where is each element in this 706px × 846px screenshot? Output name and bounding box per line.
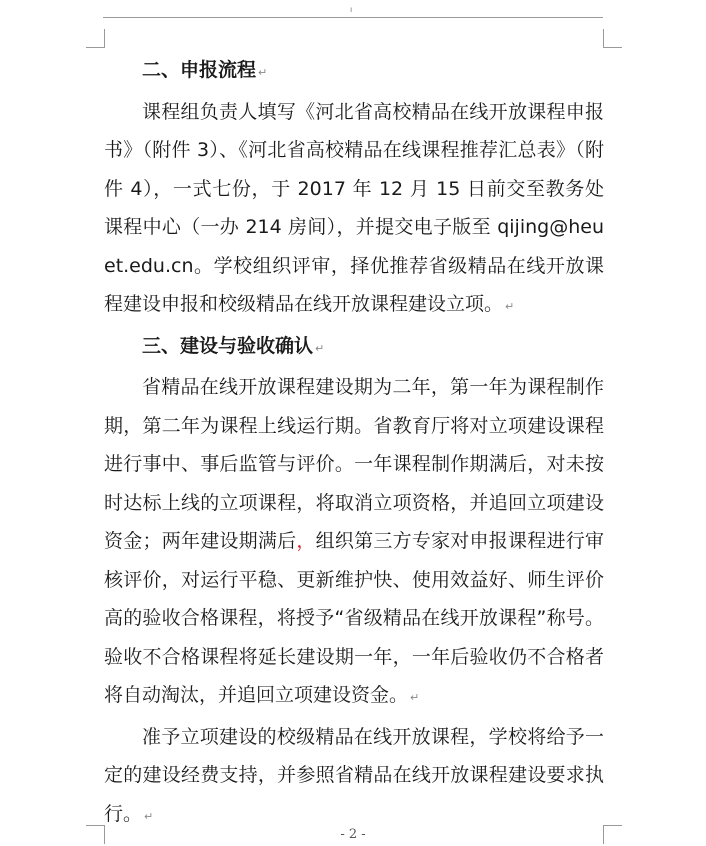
highlighted-comma: ， xyxy=(296,530,316,552)
section-heading-application-process: 二、申报流程 ↵ xyxy=(142,59,268,81)
paragraph-application-process: 课程组负责人填写《河北省高校精品在线开放课程申报书》（附件 3）、《河北省高校精品在线课程推荐汇总表》（附件 4），一式七份，于 2017 年 12 月 15 日前交至教务处课程中心（一办 214 房间），并提交电子版至 qijing@heuet.edu.cn。学校组织评审，择优推荐省级精品在线开放课程建设申报和校级精品在线开放课程建设立项。 ↵ xyxy=(104,100,604,315)
page-number: - 2 - xyxy=(340,827,366,842)
header-rule xyxy=(103,17,603,18)
crop-mark-top-left xyxy=(86,29,105,48)
header-cursor-mark: ı xyxy=(350,5,353,14)
paragraph-mark-icon: ↵ xyxy=(258,66,268,79)
paragraph-mark-icon: ↵ xyxy=(144,809,154,823)
paragraph-construction-period: 省精品在线开放课程建设期为二年，第一年为课程制作期，第二年为课程上线运行期。省教育厅将对立项建设课程进行事中、事后监管与评价。一年课程制作期满后，对未按时达标上线的立项课程，将取消立项资格，并追回立项建设资金；两年建设期满后，组织第三方专家对申报课程进行审核评价，对运行平稳、更新维护快、使用效益好、师生评价高的验收合格课程，将授予“省级精品在线开放课程”称号。验收不合格课程将延长建设期一年，一年后验收仍不合格者将自动淘汰，并追回立项建设资金。 ↵ xyxy=(104,376,604,706)
section-heading-construction-acceptance: 三、建设与验收确认 ↵ xyxy=(142,334,325,357)
paragraph-mark-icon: ↵ xyxy=(410,691,420,704)
paragraph-mark-icon: ↵ xyxy=(505,300,515,313)
paragraph-funding-support: 准予立项建设的校级精品在线开放课程，学校将给予一定的建设经费支持，并参照省精品在线开放课程建设要求执行。 ↵ xyxy=(104,725,604,825)
document-body[interactable] xyxy=(104,51,604,836)
crop-mark-top-right xyxy=(603,29,622,48)
paragraph-mark-icon: ↵ xyxy=(315,341,325,355)
